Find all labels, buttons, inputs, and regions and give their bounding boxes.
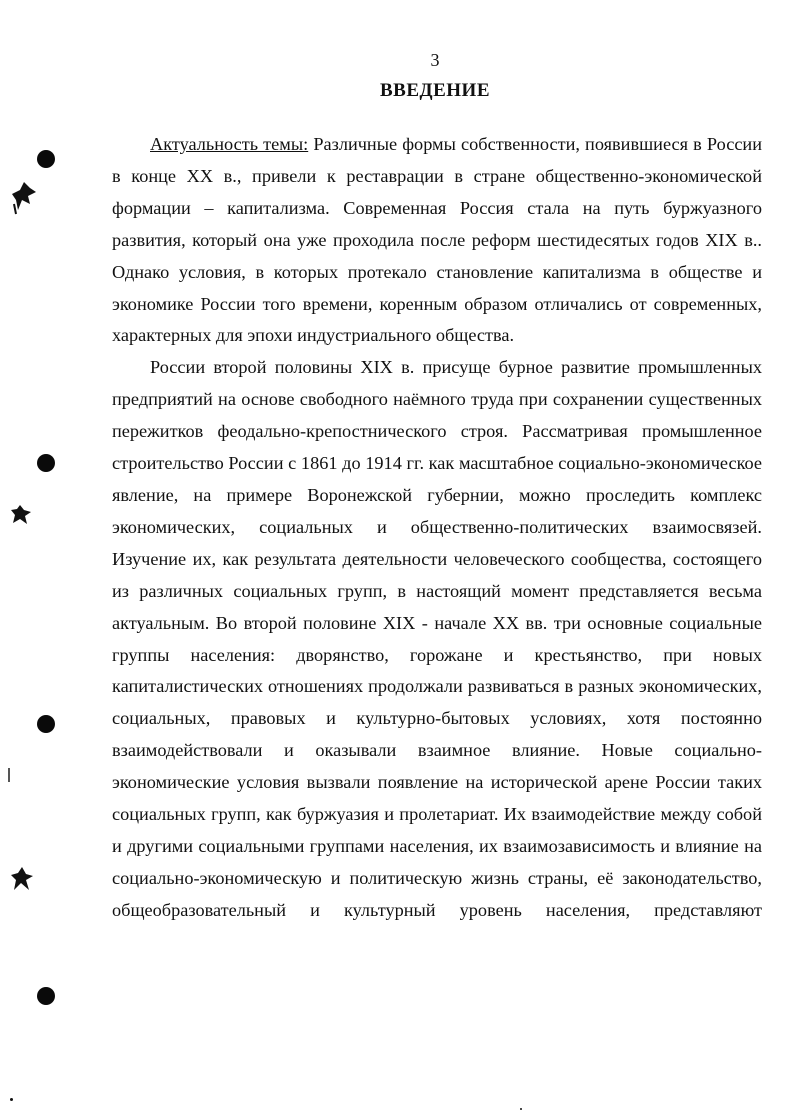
punch-hole xyxy=(37,150,55,168)
scan-smudge xyxy=(10,504,32,526)
scan-speck xyxy=(10,1098,13,1101)
paragraph-text: Различные формы собственности, появившиеся в России в конце XX в., привели к реставрации в стране общественно-экономической формации – капитализма. Современная Россия стала на путь буржуазного развития, который она уже проходила после реформ шестидесятых годов XIX в.. Однако условия, в которых протекало становление капитализма в обществе и экономике России того времени, коренным образом отличались от современных, характерных для эпохи индустриального общества. xyxy=(112,134,762,346)
scan-speck xyxy=(520,1108,522,1110)
scan-smudge xyxy=(10,866,34,892)
paragraph-industrial-development: России второй половины XIX в. присуще бурное развитие промышленных предприятий на основе свободного наёмного труда при сохранении существенных пережитков феодально-крепостнического строя. Рассматривая промышленное строительство России с 1861 до 1914 гг. как масштабное социально-экономическое явление, на примере Воронежской губернии, можно проследить комплекс экономических, социальных и общественно-политических взаимосвязей. Изучение их, как результата деятельности человеческого сообщества, состоящего из различных социальных групп, в настоящий момент представляется весьма актуальным. Во второй половине XIX - начале XX вв. три основные социальные группы населения: дворянство, горожане и крестьянство, при новых капиталистических отношениях продолжали развиваться в разных экономических, социальных, правовых и культурно-бытовых условиях, хотя постоянно взаимодействовали и оказывали взаимное влияние. Новые социально-экономические условия вызвали появление на исторической арене России таких социальных групп, как буржуазия и пролетариат. Их взаимодействие между собой и другими социальными группами населения, их взаимозависимость и влияние на социально-экономическую и политическую жизнь страны, её законодательство, общеобразовательный и культурный уровень населения, представляют xyxy=(112,357,762,920)
page-title: ВВЕДЕНИЕ xyxy=(380,80,490,101)
punch-hole xyxy=(37,454,55,472)
body-text xyxy=(112,129,762,927)
page-number: 3 xyxy=(430,50,440,70)
scan-speck xyxy=(8,768,10,782)
punch-hole xyxy=(37,715,55,733)
scan-smudge xyxy=(10,180,38,216)
punch-hole xyxy=(37,987,55,1005)
paragraph-relevance xyxy=(112,129,762,352)
topic-label: Актуальность темы: xyxy=(150,134,309,154)
